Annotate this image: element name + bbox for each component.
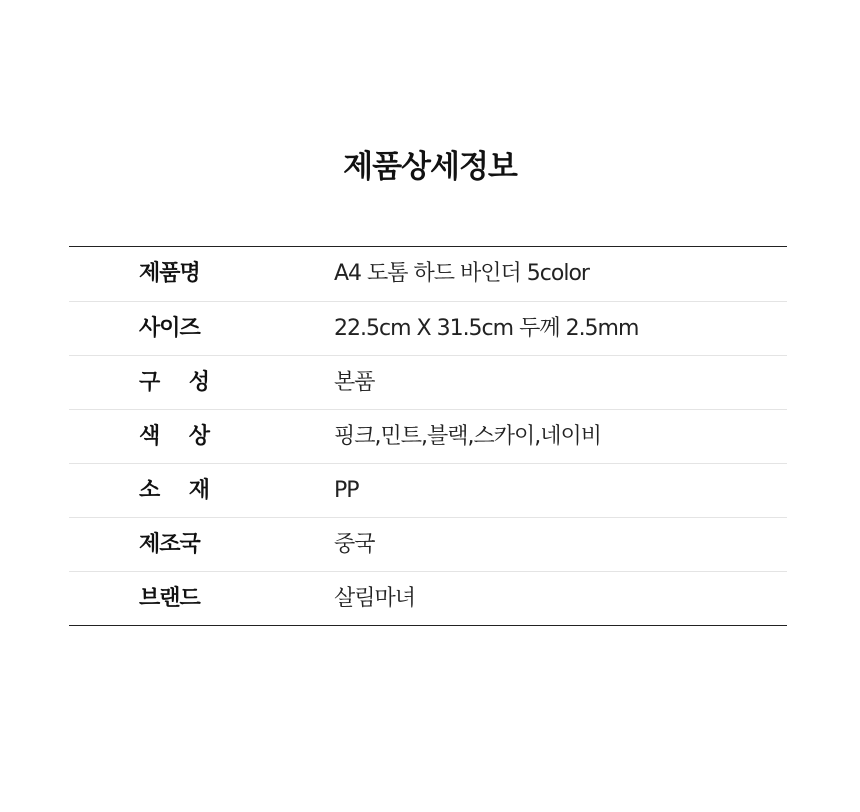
spec-label: 제품명: [139, 261, 200, 286]
spec-row-product-name: [69, 247, 787, 301]
spec-label-char: 색: [139, 424, 160, 449]
spec-value: 22.5cm X 31.5cm 두께 2.5mm: [334, 316, 639, 341]
spec-label-char: 소: [139, 478, 160, 503]
spec-row-color: [69, 409, 787, 463]
spec-label-char: 성: [188, 370, 209, 395]
spec-row-origin: [69, 517, 787, 571]
page-title: 제품상세정보: [343, 149, 517, 185]
spec-value: A4 도톰 하드 바인더 5color: [334, 261, 589, 286]
product-spec-table: [69, 246, 787, 626]
spec-label: [139, 356, 209, 410]
spec-value: 중국: [334, 532, 375, 557]
spec-label: 제조국: [139, 532, 200, 557]
spec-label-char: 재: [188, 478, 209, 503]
spec-label: 브랜드: [139, 586, 200, 611]
spec-label-char: 상: [188, 424, 209, 449]
spec-value: 본품: [334, 370, 375, 395]
spec-value: 핑크,민트,블랙,스카이,네이비: [334, 424, 601, 449]
spec-row-composition: [69, 355, 787, 409]
spec-label: 사이즈: [139, 316, 200, 341]
spec-value: PP: [334, 478, 359, 503]
spec-row-brand: [69, 571, 787, 625]
spec-row-material: [69, 463, 787, 517]
spec-label: [139, 464, 209, 518]
spec-label: [139, 410, 209, 464]
spec-row-size: [69, 301, 787, 355]
spec-label-char: 구: [139, 370, 160, 395]
spec-value: 살림마녀: [334, 586, 416, 611]
